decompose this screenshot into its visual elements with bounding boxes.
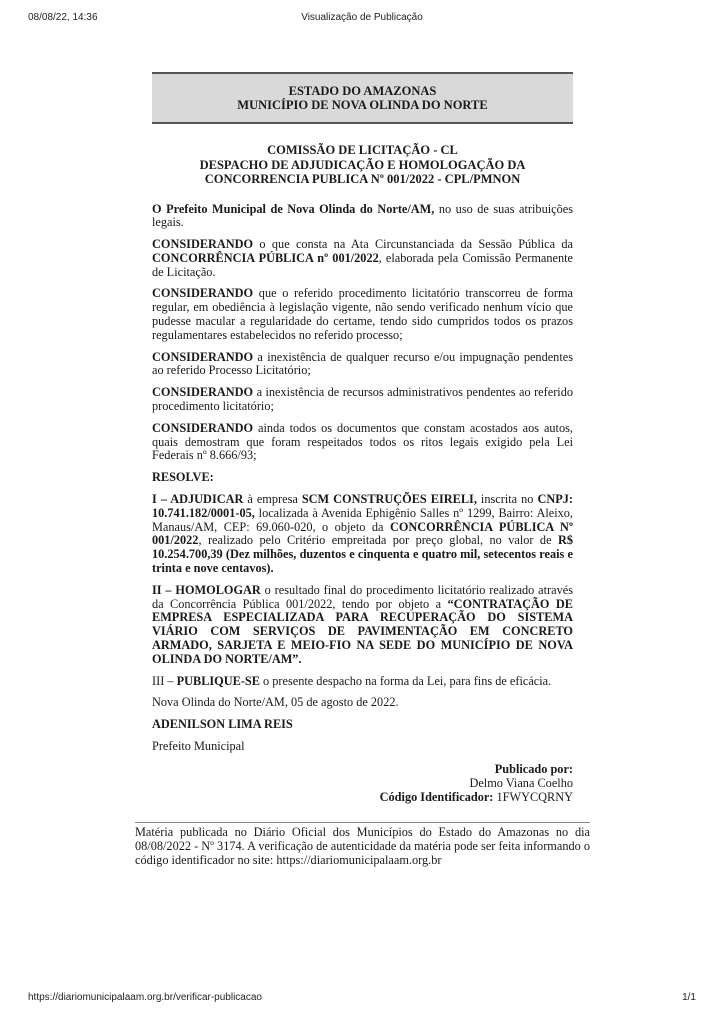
publication-info (152, 762, 573, 804)
considerando-5: CONSIDERANDO ainda todos os documentos que constam acostados aos autos, quais demostram que foram respeitados todos os ritos legais exigido pela Lei Federais nº 8.666/93; (152, 420, 573, 463)
signer-role: Prefeito Municipal (152, 739, 245, 753)
print-datetime: 08/08/22, 14:36 (28, 12, 98, 23)
print-page-title: Visualização de Publicação (301, 12, 423, 23)
print-url: https://diariomunicipalaam.org.br/verificar-publicacao (28, 992, 262, 1003)
item-homologar: II – HOMOLOGAR o resultado final do procedimento licitatório realizado através da Concorrência Pública 001/2022, tendo por objeto a “CONTRATAÇÃO DE EMPRESA ESPECIALIZADA PARA RECUPERAÇÃO DO SISTEMA VIÁRIO COM SERVIÇOS DE PAVIMENTAÇÃO EM CONCRETO ARMADO, SARJETA E MEIO-FIO NA SEDE DO MUNICÍPIO DE NOVA OLINDA DO NORTE/AM”. (152, 582, 573, 666)
publisher-name: Delmo Viana Coelho (469, 775, 573, 790)
considerando-2: CONSIDERANDO que o referido procedimento licitatório transcorreu de forma regular, em obediência à legislação vigente, não sendo verificado nenhum vício que pudesse macular a regularidade do certame, tendo sido cumpridos todos os prazos regulamentares estabelecidos no referido processo; (152, 286, 573, 342)
banner-municipality: MUNICÍPIO DE NOVA OLINDA DO NORTE (237, 98, 488, 112)
publication-document (152, 72, 573, 804)
place-date: Nova Olinda do Norte/AM, 05 de agosto de 2022. (152, 695, 399, 710)
state-banner (152, 72, 573, 124)
considerando-4: CONSIDERANDO a inexistência de recursos administrativos pendentes ao referido procedimento licitatório; (152, 385, 573, 414)
document-heading (152, 143, 573, 187)
published-by-label: Publicado por: (494, 761, 573, 776)
resolve-heading: RESOLVE: (152, 470, 214, 485)
item-publique: III – PUBLIQUE-SE o presente despacho na forma da Lei, para fins de eficácia. (152, 673, 552, 688)
intro-paragraph: O Prefeito Municipal de Nova Olinda do Norte/AM, no uso de suas atribuições legais. (152, 201, 573, 230)
signer-name: ADENILSON LIMA REIS (152, 717, 293, 732)
print-page-number: 1/1 (682, 992, 696, 1003)
heading-commission: COMISSÃO DE LICITAÇÃO - CL (267, 143, 458, 157)
identifier-code: Código Identificador: 1FWYCQRNY (379, 789, 573, 804)
banner-state: ESTADO DO AMAZONAS (288, 84, 437, 98)
heading-subtitle: CONCORRENCIA PUBLICA Nº 001/2022 - CPL/PMNON (204, 172, 521, 186)
verification-note: Matéria publicada no Diário Oficial dos Municípios do Estado do Amazonas no dia 08/08/2022 - Nº 3174. A verificação de autenticidade da matéria pode ser feita informando o código identificador no site: https://diariomunicipalaam.org.br (135, 822, 590, 867)
heading-title: DESPACHO DE ADJUDICAÇÃO E HOMOLOGAÇÃO DA (199, 157, 526, 172)
document-body (152, 203, 573, 754)
item-adjudicar: I – ADJUDICAR à empresa SCM CONSTRUÇÕES EIRELI, inscrita no CNPJ: 10.741.182/0001-05, localizada à Avenida Ephigênio Salles nº 1299, Bairro: Aleixo, Manaus/AM, CEP: 69.060-020, o objeto da CONCORRÊNCIA PÚBLICA Nº 001/2022, realizado pelo Critério empreitada por preço global, no valor de R$ 10.254.700,39 (Dez milhões, duzentos e cinquenta e quatro mil, setecentos reais e trinta e nove centavos). (152, 492, 573, 576)
considerando-1: CONSIDERANDO o que consta na Ata Circunstanciada da Sessão Pública da CONCORRÊNCIA PÚBLICA nº 001/2022, elaborada pela Comissão Permanente de Licitação. (152, 237, 573, 279)
considerando-3: CONSIDERANDO a inexistência de qualquer recurso e/ou impugnação pendentes ao referido Processo Licitatório; (152, 349, 573, 378)
